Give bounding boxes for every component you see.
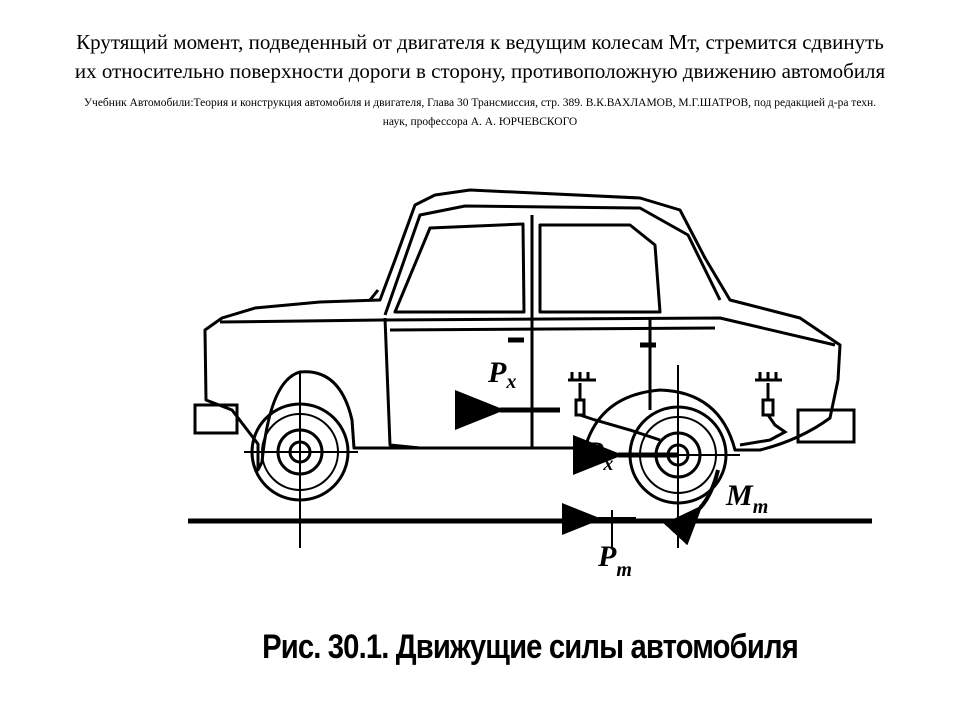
px-axle-label-sub: x [603,453,614,475]
mt-label [725,479,768,518]
mt-label-main: M [726,479,753,512]
title-line-2: их относительно поверхности дороги в сторону, противоположную движению автомобиля [74,59,886,83]
pt-label-main: P [598,540,617,573]
source-line-1: Учебник Автомобили:Теория и конструкция автомобиля и двигателя, Глава 30 Трансмиссия, стр. 389. В.К.ВАХЛАМОВ, М.Г.ШАТРОВ, под редакцией д-ра техн. [83,97,877,109]
pt-label [597,540,632,581]
source-line-2: наук, профессора А. А. ЮРЧЕВСКОГО [382,116,578,128]
px-body-label-main: P [488,356,507,389]
taillight [798,410,854,442]
mt-label-sub: т [752,496,769,518]
px-axle-label [584,436,613,475]
pt-label-sub: т [616,559,632,581]
px-body-label-sub: x [506,371,517,393]
px-axle-label-main: P [585,436,604,469]
title-line-1: Крутящий момент, подведенный от двигателя к ведущим колесам Мт, стремится сдвинуть [76,30,884,54]
figure-caption: Рис. 30.1. Движущие силы автомобиля [262,628,798,666]
px-body-label [487,356,516,393]
